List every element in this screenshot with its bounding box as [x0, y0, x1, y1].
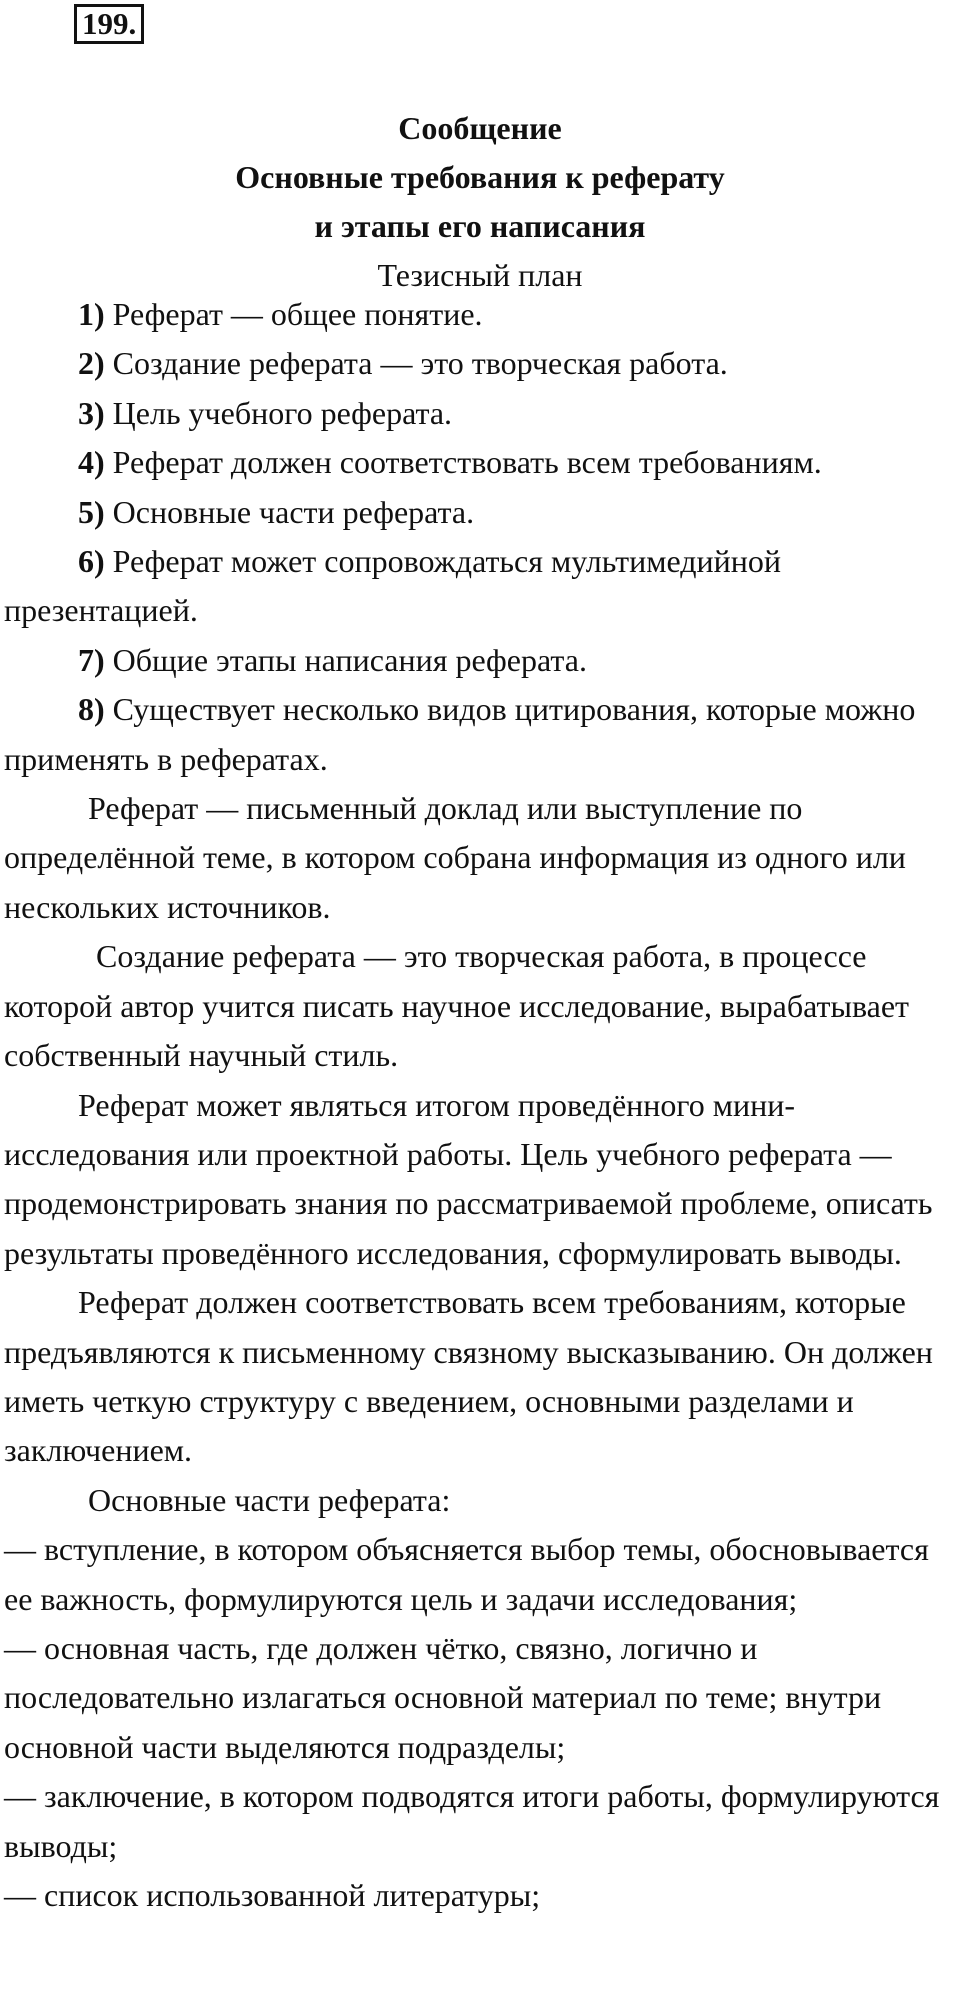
plan-item: [4, 636, 954, 685]
plan-item-number: 1): [78, 296, 105, 332]
plan-item-number: 5): [78, 493, 105, 530]
plan-item: [4, 389, 954, 438]
paragraph-definition: Реферат — письменный доклад или выступление по определённой теме, в котором собрана информация из одного или нескольких источников.: [4, 790, 906, 925]
parts-list-item: — заключение, в котором подводятся итоги работы, формулируются выводы;: [4, 1778, 940, 1864]
headings-block: [0, 104, 960, 300]
paragraph-creation: Создание реферата — это творческая работа, в процессе которой автор учится писать научное исследование, вырабатывает собственный научный стиль.: [4, 938, 910, 1074]
exercise-number-box: [74, 4, 144, 44]
plan-item: [4, 339, 954, 388]
parts-heading: Основные части реферата:: [88, 1481, 451, 1518]
plan-item-number: 4): [78, 444, 105, 481]
plan-item: [4, 488, 954, 537]
plan-item-number: 8): [78, 691, 105, 728]
plan-item: [4, 685, 954, 784]
paragraph-requirements: Реферат должен соответствовать всем требованиям, которые предъявляются к письменному связному высказыванию. Он должен иметь четкую структуру с введением, основными разделами и заключением.: [4, 1284, 933, 1469]
exercise-number: 199.: [82, 6, 137, 41]
plan-item-number: 3): [78, 394, 105, 431]
title-line-2: и этапы его написания: [314, 208, 646, 244]
plan-item: [4, 290, 954, 339]
parts-list-item: — основная часть, где должен чётко, связно, логично и последовательно излагаться основной материал по теме; внутри основной части выделяются подразделы;: [4, 1629, 882, 1765]
plan-item: [4, 537, 954, 636]
plan-item-text: Создание реферата — это творческая работа.: [104, 345, 728, 382]
plan-item-text: Цель учебного реферата.: [104, 394, 453, 431]
plan-item-number: 6): [78, 543, 105, 580]
parts-list-item: — вступление, в котором объясняется выбор темы, обосновывается ее важность, формулируются цель и задачи исследования;: [4, 1531, 929, 1617]
plan-item-number: 7): [78, 641, 105, 678]
plan-item-text: Реферат может сопровождаться мультимедийной презентацией.: [4, 543, 782, 629]
plan-item-text: Существует несколько видов цитирования, которые можно применять в рефератах.: [4, 691, 916, 777]
plan-item-number: 2): [78, 345, 105, 382]
message-heading: Сообщение: [398, 110, 562, 146]
parts-list-item: — список использованной литературы;: [4, 1877, 541, 1913]
plan-label: Тезисный план: [377, 257, 583, 293]
plan-item-text: Реферат должен соответствовать всем требованиям.: [104, 444, 822, 481]
paragraph-goal: Реферат может являться итогом проведённого мини-исследования или проектной работы. Цель учебного реферата — продемонстрировать знания по рассматриваемой проблеме, описать результаты проведённого исследования, сформулировать выводы.: [4, 1086, 933, 1271]
plan-item: [4, 438, 954, 487]
document-body: [4, 290, 954, 1920]
plan-item-text: Общие этапы написания реферата.: [104, 641, 587, 678]
plan-item-text: Основные части реферата.: [104, 493, 475, 530]
title-line-1: Основные требования к реферату: [235, 159, 725, 195]
plan-item-text: Реферат — общее понятие.: [104, 296, 483, 332]
